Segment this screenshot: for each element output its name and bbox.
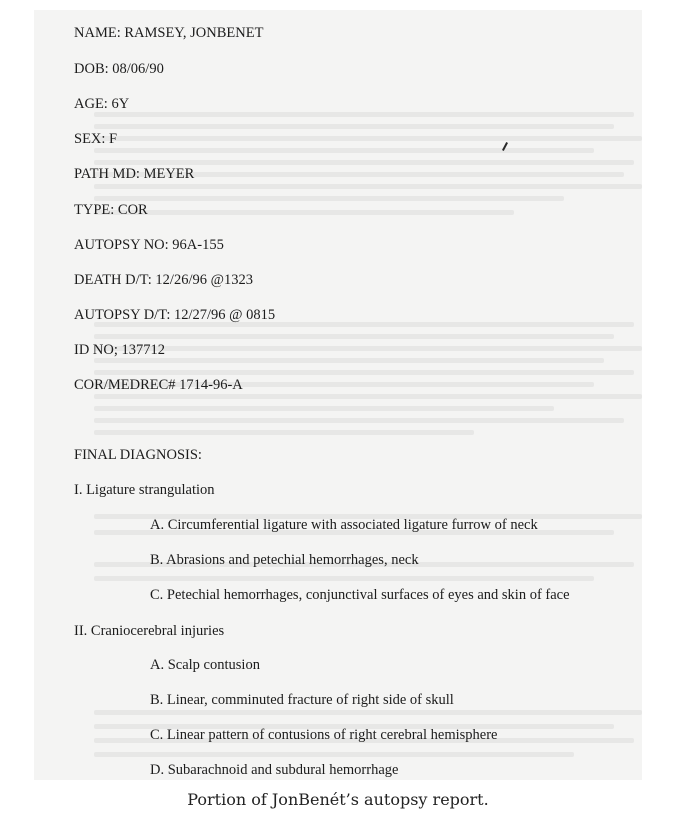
cor-medrec-number: COR/MEDREC# 1714-96-A: [74, 377, 243, 393]
show-through-line: [94, 418, 624, 423]
age: AGE: 6Y: [74, 96, 130, 112]
show-through-line: [94, 346, 642, 351]
diagnosis-item: A. Scalp contusion: [150, 657, 260, 673]
diagnosis-item: B. Abrasions and petechial hemorrhages, neck: [150, 552, 419, 568]
show-through-line: [94, 210, 514, 215]
show-through-line: [94, 752, 574, 757]
show-through-line: [94, 196, 564, 201]
diagnosis-item: C. Linear pattern of contusions of right cerebral hemisphere: [150, 727, 498, 743]
diagnosis-item: A. Circumferential ligature with associated ligature furrow of neck: [150, 517, 538, 533]
show-through-line: [94, 184, 642, 189]
image-caption: Portion of JonBenét’s autopsy report.: [187, 790, 489, 809]
show-through-line: [94, 112, 634, 117]
show-through-line: [94, 406, 554, 411]
show-through-line: [94, 334, 614, 339]
id-number: ID NO; 137712: [74, 342, 166, 358]
patient-name: NAME: RAMSEY, JONBENET: [74, 25, 264, 41]
date-of-birth: DOB: 08/06/90: [74, 61, 164, 77]
show-through-line: [94, 576, 594, 581]
show-through-line: [94, 136, 642, 141]
death-datetime: DEATH D/T: 12/26/96 @1323: [74, 272, 253, 288]
show-through-line: [94, 124, 614, 129]
pathologist: PATH MD: MEYER: [74, 166, 195, 182]
show-through-line: [94, 430, 474, 435]
section-heading: II. Craniocerebral injuries: [74, 623, 225, 639]
show-through-line: [94, 394, 642, 399]
section-heading: I. Ligature strangulation: [74, 482, 215, 498]
sex: SEX: F: [74, 131, 118, 147]
autopsy-datetime: AUTOPSY D/T: 12/27/96 @ 0815: [74, 307, 276, 323]
diagnosis-item: D. Subarachnoid and subdural hemorrhage: [150, 762, 399, 778]
autopsy-number: AUTOPSY NO: 96A-155: [74, 237, 224, 253]
show-through-line: [94, 148, 594, 153]
show-through-line: [94, 710, 642, 715]
final-diagnosis-title: FINAL DIAGNOSIS:: [74, 447, 202, 463]
case-type: TYPE: COR: [74, 202, 148, 218]
show-through-line: [94, 358, 604, 363]
diagnosis-item: B. Linear, comminuted fracture of right side of skull: [150, 692, 454, 708]
diagnosis-item: C. Petechial hemorrhages, conjunctival surfaces of eyes and skin of face: [150, 587, 570, 603]
show-through-line: [94, 370, 634, 375]
scanned-report: [34, 10, 642, 780]
